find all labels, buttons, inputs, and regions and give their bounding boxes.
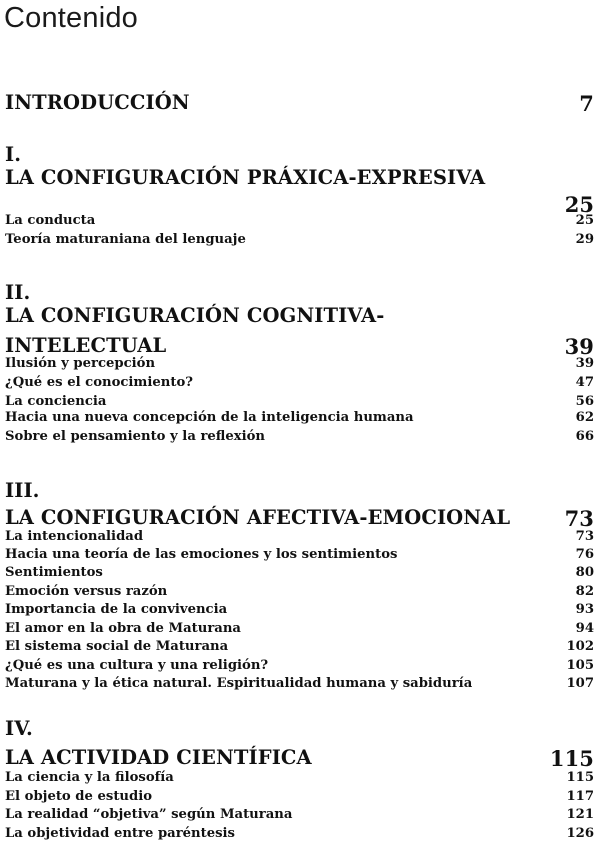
toc-entry[interactable] <box>5 639 594 657</box>
toc-entry[interactable] <box>5 232 594 250</box>
toc-entry-label: La objetividad entre paréntesis <box>5 826 235 841</box>
section-1-heading-row[interactable] <box>5 166 594 192</box>
section-2-page: 39 <box>564 334 594 359</box>
toc-entry-label: Hacia una nueva concepción de la inteligencia humana <box>5 410 414 425</box>
section-2-heading-row[interactable] <box>5 304 594 330</box>
toc-entry-label: La conciencia <box>5 394 107 409</box>
toc-entry-label: El objeto de estudio <box>5 789 153 804</box>
toc-entry-label: La realidad “objetiva” según Maturana <box>5 807 293 822</box>
toc-entry-label: Teoría maturaniana del lenguaje <box>5 232 246 247</box>
section-2-heading-line2: INTELECTUAL <box>5 334 167 357</box>
toc-entry-page: 39 <box>575 356 594 371</box>
toc-entry-label: ¿Qué es el conocimiento? <box>5 375 193 390</box>
toc-entry[interactable] <box>5 356 594 374</box>
toc-entry-label: Hacia una teoría de las emociones y los sentimientos <box>5 547 398 562</box>
toc-entry-page: 82 <box>575 584 594 599</box>
toc-entry[interactable] <box>5 565 594 583</box>
toc-entry-label: La ciencia y la filosofía <box>5 770 174 785</box>
toc-entry-page: 121 <box>566 807 594 822</box>
section-4-heading: LA ACTIVIDAD CIENTÍFICA <box>5 746 312 769</box>
toc-entry-page: 80 <box>575 565 594 580</box>
section-2-numeral-row <box>5 281 594 305</box>
introduction-label: INTRODUCCIÓN <box>5 91 190 114</box>
section-1-page: 25 <box>564 192 594 217</box>
toc-entry-page: 117 <box>566 789 594 804</box>
toc-entry-label: Emoción versus razón <box>5 584 168 599</box>
page-title: Contenido <box>4 2 139 34</box>
section-4-numeral: IV. <box>5 717 33 740</box>
section-3-page: 73 <box>564 506 594 531</box>
toc-entry-page: 29 <box>575 232 594 247</box>
toc-entry-page: 56 <box>575 394 594 409</box>
section-1-numeral-row <box>5 143 594 167</box>
section-4-numeral-row <box>5 717 594 741</box>
toc-entry[interactable] <box>5 410 594 428</box>
section-2-numeral: II. <box>5 281 31 304</box>
toc-entry-page: 47 <box>575 375 594 390</box>
toc-entry[interactable] <box>5 770 594 788</box>
toc-entry[interactable] <box>5 584 594 602</box>
toc-entry-page: 102 <box>566 639 594 654</box>
toc-entry[interactable] <box>5 621 594 639</box>
introduction-page: 7 <box>579 91 594 116</box>
toc-entry-page: 25 <box>575 213 594 228</box>
toc-entry-label: Importancia de la convivencia <box>5 602 228 617</box>
section-3-numeral: III. <box>5 479 40 502</box>
toc-entry-page: 66 <box>575 429 594 444</box>
toc-entry-page: 107 <box>566 676 594 691</box>
section-1-heading: LA CONFIGURACIÓN PRÁXICA-EXPRESIVA <box>5 166 486 189</box>
toc-entry[interactable] <box>5 375 594 393</box>
toc-entry-label: El sistema social de Maturana <box>5 639 229 654</box>
section-4-heading-row[interactable] <box>5 746 594 772</box>
toc-entry-page: 76 <box>575 547 594 562</box>
section-1-numeral: I. <box>5 143 22 166</box>
toc-entry[interactable] <box>5 658 594 676</box>
toc-entry[interactable] <box>5 602 594 620</box>
toc-entry[interactable] <box>5 429 594 447</box>
toc-entry-label: Ilusión y percepción <box>5 356 156 371</box>
toc-entry-label: Sobre el pensamiento y la reflexión <box>5 429 266 444</box>
toc-introduction[interactable] <box>5 91 594 117</box>
toc-entry-page: 115 <box>566 770 594 785</box>
toc-entry-label: El amor en la obra de Maturana <box>5 621 241 636</box>
toc-entry[interactable] <box>5 826 594 844</box>
section-3-heading: LA CONFIGURACIÓN AFECTIVA-EMOCIONAL <box>5 506 511 529</box>
toc-entry-page: 105 <box>566 658 594 673</box>
toc-entry[interactable] <box>5 529 594 547</box>
section-3-numeral-row <box>5 479 594 503</box>
toc-entry-page: 73 <box>575 529 594 544</box>
toc-entry[interactable] <box>5 676 594 694</box>
toc-entry-page: 93 <box>575 602 594 617</box>
toc-entry[interactable] <box>5 789 594 807</box>
section-4-page: 115 <box>549 746 594 771</box>
toc-entry[interactable] <box>5 213 594 231</box>
toc-entry-label: La conducta <box>5 213 96 228</box>
toc-entry-label: ¿Qué es una cultura y una religión? <box>5 658 269 673</box>
toc-entry-page: 126 <box>566 826 594 841</box>
toc-entry-label: Maturana y la ética natural. Espiritualidad humana y sabiduría <box>5 676 473 691</box>
toc-entry[interactable] <box>5 807 594 825</box>
toc-entry-page: 62 <box>575 410 594 425</box>
toc-entry-page: 94 <box>575 621 594 636</box>
toc-entry-label: Sentimientos <box>5 565 103 580</box>
section-2-heading-line1: LA CONFIGURACIÓN COGNITIVA- <box>5 304 385 327</box>
toc-entry-label: La intencionalidad <box>5 529 144 544</box>
toc-entry[interactable] <box>5 547 594 565</box>
